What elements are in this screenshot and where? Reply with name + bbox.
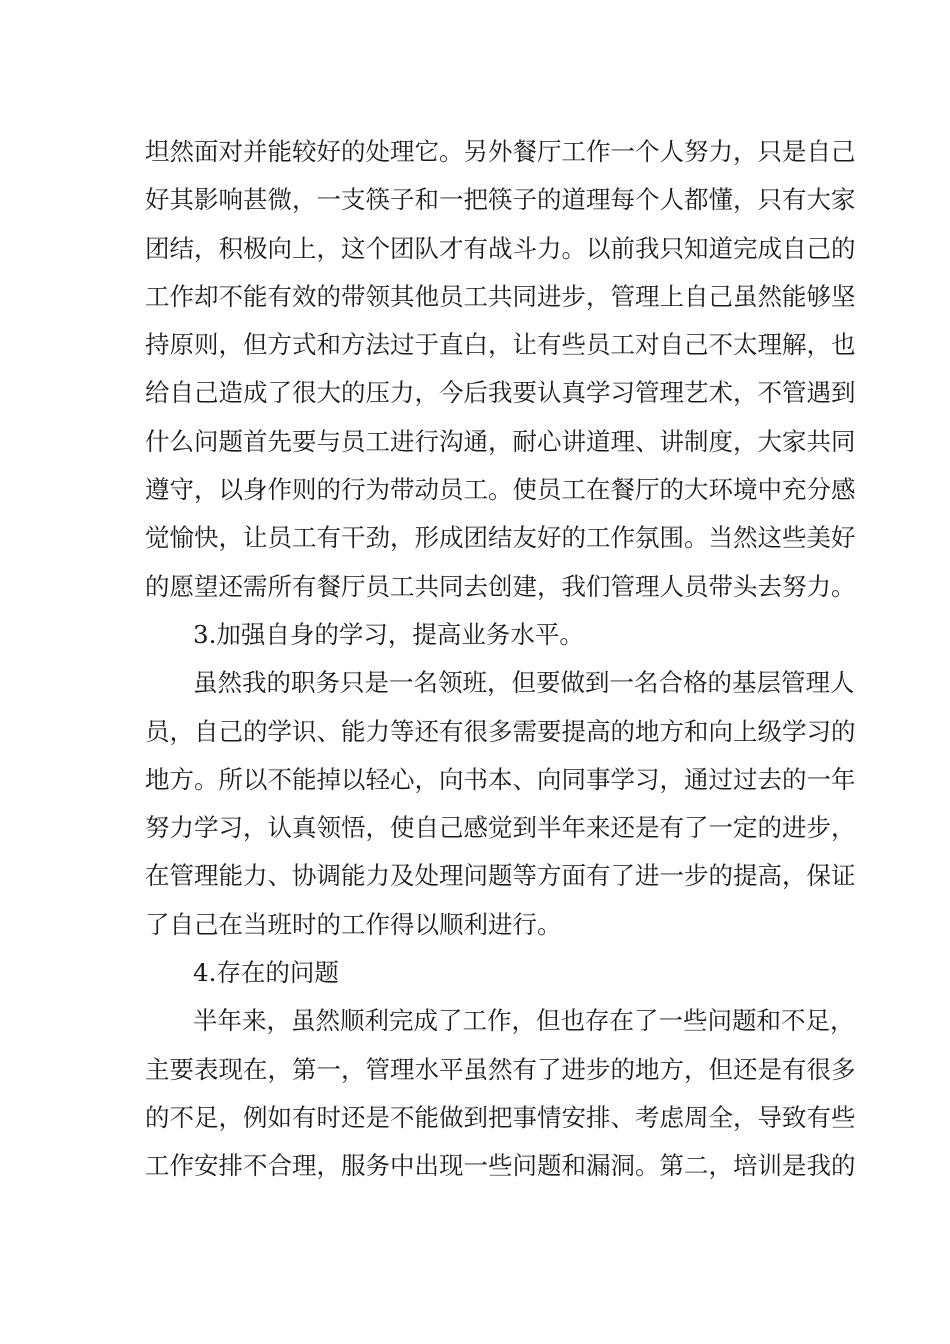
text-line: 工作却不能有效的带领其他员工共同进步，管理上自己虽然能够坚 bbox=[145, 281, 856, 311]
paragraph-first-line: 虽然我的职务只是一名领班，但要做到一名合格的基层管理人 bbox=[193, 668, 855, 698]
text-line: 持原则，但方式和方法过于直白，让有些员工对自己不太理解，也 bbox=[145, 330, 856, 360]
paragraph-first-line: 半年来，虽然顺利完成了工作，但也存在了一些问题和不足， bbox=[193, 1006, 855, 1036]
text-line: 遵守，以身作则的行为带动员工。使员工在餐厅的大环境中充分感 bbox=[145, 475, 856, 505]
text-line: 的愿望还需所有餐厅员工共同去创建，我们管理人员带头去努力。 bbox=[145, 571, 856, 601]
text-line: 团结，积极向上，这个团队才有战斗力。以前我只知道完成自己的 bbox=[145, 233, 856, 263]
section-heading: 4.存在的问题 bbox=[193, 958, 339, 988]
text-line: 地方。所以不能掉以轻心，向书本、向同事学习，通过过去的一年 bbox=[145, 764, 856, 794]
text-line: 员，自己的学识、能力等还有很多需要提高的地方和向上级学习的 bbox=[145, 716, 856, 746]
text-line: 什么问题首先要与员工进行沟通，耐心讲道理、讲制度，大家共同 bbox=[145, 426, 856, 456]
section-heading: 3.加强自身的学习，提高业务水平。 bbox=[193, 619, 584, 649]
text-line: 给自己造成了很大的压力，今后我要认真学习管理艺术，不管遇到 bbox=[145, 378, 856, 408]
text-line: 在管理能力、协调能力及处理问题等方面有了进一步的提高，保证 bbox=[145, 861, 856, 891]
text-line: 努力学习，认真领悟，使自己感觉到半年来还是有了一定的进步， bbox=[145, 813, 856, 843]
text-line: 工作安排不合理，服务中出现一些问题和漏洞。第二，培训是我的 bbox=[145, 1151, 856, 1181]
text-line: 的不足，例如有时还是不能做到把事情安排、考虑周全，导致有些 bbox=[145, 1102, 856, 1132]
paragraph-last-line: 了自己在当班时的工作得以顺利进行。 bbox=[145, 909, 562, 939]
text-line: 主要表现在，第一，管理水平虽然有了进步的地方，但还是有很多 bbox=[145, 1054, 856, 1084]
document-body bbox=[145, 128, 856, 1191]
text-line: 好其影响甚微，一支筷子和一把筷子的道理每个人都懂，只有大家 bbox=[145, 185, 856, 215]
text-line: 觉愉快，让员工有干劲，形成团结友好的工作氛围。当然这些美好 bbox=[145, 523, 856, 553]
text-line: 坦然面对并能较好的处理它。另外餐厅工作一个人努力，只是自己 bbox=[145, 137, 856, 166]
